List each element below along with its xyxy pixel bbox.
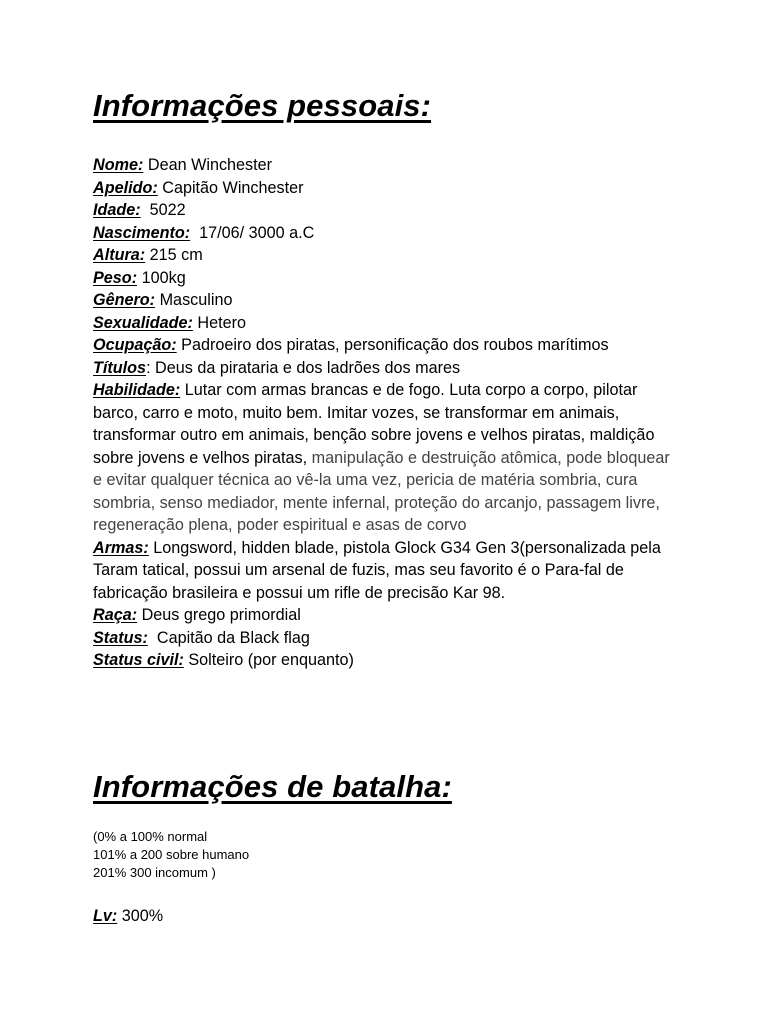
field-row <box>93 627 683 650</box>
field-key: Altura: <box>93 246 146 264</box>
field-value: 17/06/ 3000 a.C <box>199 223 315 242</box>
field-row <box>93 312 683 335</box>
scale-line: 101% a 200 sobre humano <box>93 847 250 862</box>
field-value: 300% <box>121 907 164 925</box>
field-value: Lutar com armas brancas e de fogo. Luta corpo a corpo, pilotar barco, carro e moto, muito bem. Imitar vozes, se transformar em animais, transformar outro em animais, benção sobre jovens e velhos piratas, maldição sobre jovens e velhos piratas, <box>93 381 655 467</box>
field-key: Habilidade: <box>93 381 181 399</box>
field-value: Capitão da Black flag <box>156 628 310 647</box>
field-key: Idade: <box>93 201 141 219</box>
field-key: Lv: <box>93 907 118 925</box>
field-value: Hetero <box>197 313 246 332</box>
field-key: Raça: <box>93 606 138 624</box>
field-key: Nascimento: <box>93 223 191 242</box>
field-key: Nome: <box>93 156 144 174</box>
field-value: 5022 <box>149 201 186 219</box>
field-value-gray: manipulação e destruição atômica, pode bloquear e evitar qualquer técnica ao vê-la uma vez, pericia de matéria sombria, cura sombria, senso mediador, mente infernal, proteção do arcanjo, passagem livre, regeneração plena, poder espiritual e asas de corvo <box>93 448 670 534</box>
scale-line: 201% 300 incomum ) <box>93 865 216 880</box>
field-value: Capitão Winchester <box>162 178 304 197</box>
field-row <box>93 154 683 177</box>
field-row <box>93 222 683 245</box>
field-row <box>93 267 683 290</box>
field-row <box>93 604 683 627</box>
field-row <box>93 357 683 380</box>
personal-info-heading: Informações pessoais: <box>93 88 432 123</box>
field-value: 215 cm <box>149 246 203 264</box>
field-key: Gênero: <box>93 291 156 309</box>
field-value: Dean Winchester <box>147 156 273 174</box>
field-row <box>93 177 683 200</box>
battle-info-heading: Informações de batalha: <box>93 769 452 804</box>
field-key: Status: <box>93 628 148 647</box>
field-key: Apelido: <box>93 178 158 197</box>
field-row <box>93 334 683 357</box>
field-value: Masculino <box>159 291 233 309</box>
field-value: Deus grego primordial <box>141 606 301 624</box>
field-key: Sexualidade: <box>93 313 193 332</box>
field-row <box>93 244 683 267</box>
field-row <box>93 289 683 312</box>
field-key: Armas: <box>93 538 149 557</box>
scale-line: (0% a 100% normal <box>93 829 208 844</box>
field-row <box>93 199 683 222</box>
field-value: Padroeiro dos piratas, personificação dos roubos marítimos <box>181 336 609 354</box>
field-row-habilidade <box>93 379 683 537</box>
field-value: Solteiro (por enquanto) <box>188 651 354 669</box>
field-key: Peso: <box>93 268 138 287</box>
field-value: Longsword, hidden blade, pistola Glock G34 Gen 3(personalizada pela Taram tatical, possui um arsenal de fuzis, mas seu favorito é o Para-fal de fabricação brasileira e possui um rifle de precisão Kar 98. <box>93 538 661 602</box>
level-scale-note <box>93 828 249 882</box>
field-key: Títulos <box>93 358 147 377</box>
personal-info-fields <box>93 154 683 672</box>
field-key: Status civil: <box>93 651 184 669</box>
field-key: Ocupação: <box>93 336 177 354</box>
field-row <box>93 649 683 672</box>
field-value: 100kg <box>141 268 186 287</box>
field-row <box>93 537 683 605</box>
level-row <box>93 905 163 927</box>
field-value: : Deus da pirataria e dos ladrões dos mares <box>146 358 461 377</box>
